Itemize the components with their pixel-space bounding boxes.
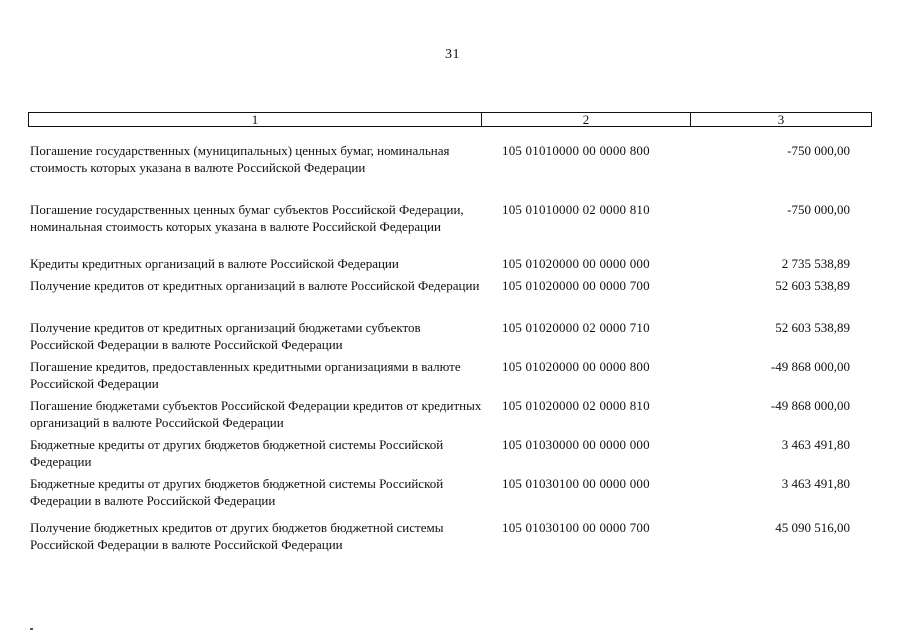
header-col-3: 3 [777, 112, 785, 127]
row-amount: -49 868 000,00 [770, 359, 850, 374]
header-col-2: 2 [482, 113, 691, 126]
row-amount: -49 868 000,00 [770, 398, 850, 413]
row-description: Погашение государственных (муниципальных) ценных бумаг, номинальная стоимость которых указана в валюте Российской Федерации [30, 143, 450, 175]
row-code: 105 01020000 02 0000 810 [502, 398, 650, 413]
row-amount: -750 000,00 [787, 143, 850, 158]
row-code: 105 01010000 02 0000 810 [502, 202, 650, 217]
row-description: Получение бюджетных кредитов от других бюджетов бюджетной системы Российской Федерации в валюте Российской Федерации [30, 520, 444, 552]
row-amount: 3 463 491,80 [781, 476, 850, 491]
row-description: Бюджетные кредиты от других бюджетов бюджетной системы Российской Федерации [30, 437, 444, 469]
row-description: Бюджетные кредиты от других бюджетов бюджетной системы Российской Федерации в валюте Российской Федерации [30, 476, 444, 508]
row-code: 105 01010000 00 0000 800 [502, 143, 650, 158]
row-description: Погашение кредитов, предоставленных кредитными организациями в валюте Российской Федерации [30, 359, 461, 391]
row-amount: -750 000,00 [787, 202, 850, 217]
row-amount: 52 603 538,89 [775, 320, 850, 335]
row-code: 105 01020000 00 0000 800 [502, 359, 650, 374]
row-amount: 45 090 516,00 [775, 520, 850, 535]
budget-table [28, 112, 872, 552]
row-code: 105 01030100 00 0000 000 [502, 476, 650, 491]
row-amount: 2 735 538,89 [781, 256, 850, 271]
row-code: 105 01020000 00 0000 000 [502, 256, 650, 271]
scan-artifact [30, 628, 33, 630]
row-description: Погашение бюджетами субъектов Российской Федерации кредитов от кредитных организаций в валюте Российской Федерации [30, 398, 482, 430]
row-code: 105 01030100 00 0000 700 [502, 520, 650, 535]
row-code: 105 01020000 00 0000 700 [502, 278, 650, 293]
page-number: 31 [445, 47, 460, 62]
row-description: Погашение государственных ценных бумаг субъектов Российской Федерации, номинальная стоимость которых указана в валюте Российской Федерации [30, 202, 464, 234]
row-code: 105 01030000 00 0000 000 [502, 437, 650, 452]
row-description: Кредиты кредитных организаций в валюте Российской Федерации [30, 256, 399, 271]
row-amount: 52 603 538,89 [775, 278, 850, 293]
row-code: 105 01020000 02 0000 710 [502, 320, 650, 335]
row-amount: 3 463 491,80 [781, 437, 850, 452]
header-col-1: 1 [29, 113, 482, 126]
row-description: Получение кредитов от кредитных организаций в валюте Российской Федерации [30, 278, 480, 293]
table-header-row [28, 112, 872, 127]
row-description: Получение кредитов от кредитных организаций бюджетами субъектов Российской Федерации в валюте Российской Федерации [30, 320, 421, 352]
